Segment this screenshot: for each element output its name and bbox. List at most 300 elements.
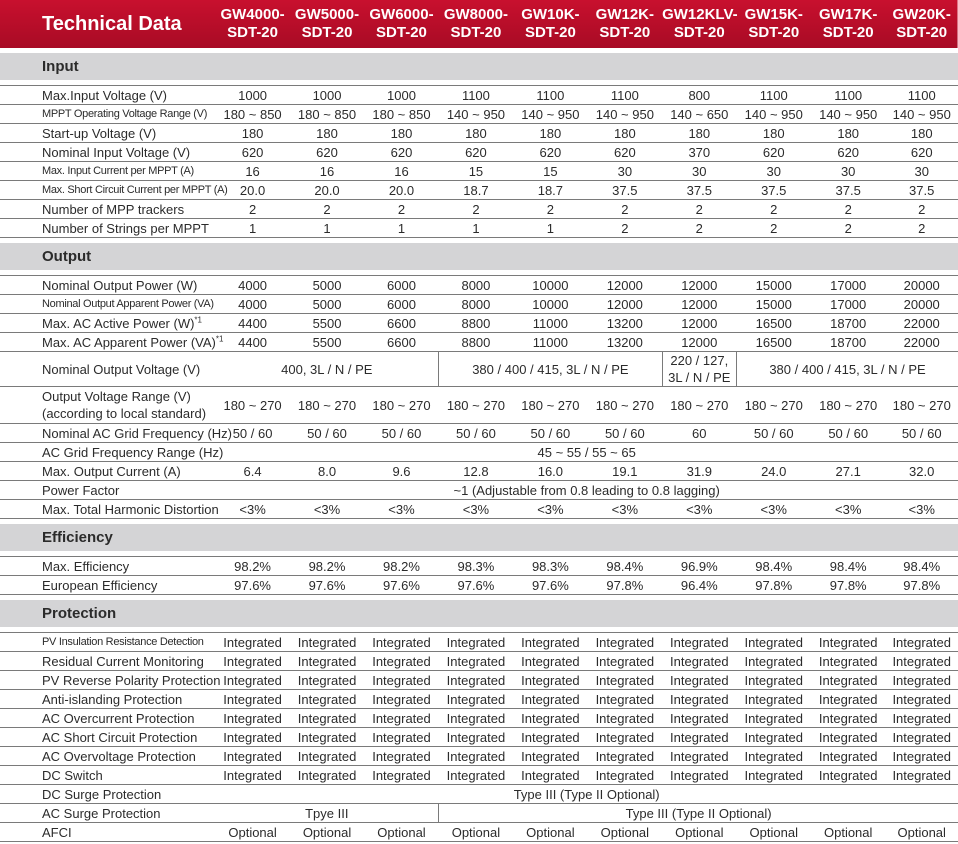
model-suffix: SDT-20: [227, 24, 278, 41]
table-row: [0, 690, 958, 709]
cell-value: Integrated: [588, 747, 662, 766]
cell-value: 97.8%: [588, 576, 662, 595]
cell-value: Integrated: [290, 728, 364, 747]
row-label: [0, 124, 215, 143]
cell-value: Integrated: [811, 728, 885, 747]
row-label-text: Max. Output Current (A): [42, 463, 181, 479]
cell-value: 16500: [737, 314, 811, 333]
cell-value: 380 / 400 / 415, 3L / N / PE: [439, 352, 662, 387]
cell-value: 16: [290, 162, 364, 181]
table-row: [0, 276, 958, 295]
table-row: [0, 162, 958, 181]
output-section-continued: [0, 352, 958, 424]
row-label: [0, 86, 215, 105]
section-title-input: Input: [0, 53, 958, 80]
row-label: [0, 200, 215, 219]
table-row: [0, 200, 958, 219]
cell-value: Integrated: [588, 690, 662, 709]
cell-value: 6000: [364, 295, 438, 314]
cell-value: Integrated: [290, 652, 364, 671]
cell-value: 620: [737, 143, 811, 162]
model-header: [290, 0, 364, 48]
cell-value: 9.6: [364, 462, 438, 481]
cell-value: 20.0: [364, 181, 438, 200]
cell-value: 180: [737, 124, 811, 143]
model-suffix: SDT-20: [376, 24, 427, 41]
model-name: GW4000-: [220, 6, 285, 23]
row-label-text: Max.Input Voltage (V): [42, 87, 168, 103]
cell-value: 8800: [439, 314, 513, 333]
row-label: [0, 671, 221, 690]
cell-value: <3%: [662, 500, 736, 519]
cell-value: Optional: [215, 823, 289, 842]
cell-value: 15000: [737, 276, 811, 295]
model-suffix: SDT-20: [450, 24, 502, 41]
output-section-frequency: [0, 424, 958, 519]
cell-value: 18700: [811, 333, 885, 352]
row-label-text: Max. Total Harmonic Distortion: [42, 501, 219, 517]
cell-value: 22000: [885, 314, 958, 333]
table-row: [0, 576, 958, 595]
cell-value: 13200: [588, 314, 662, 333]
row-label: [0, 766, 215, 785]
cell-value: 18.7: [513, 181, 587, 200]
cell-value: Integrated: [737, 747, 811, 766]
table-row: [0, 314, 958, 333]
cell-value: Integrated: [215, 690, 289, 709]
cell-value: 620: [439, 143, 513, 162]
cell-value: 380 / 400 / 415, 3L / N / PE: [737, 352, 958, 387]
footnote-mark: *1: [194, 315, 202, 325]
model-header: [811, 0, 885, 48]
row-label: [0, 387, 215, 424]
cell-value: <3%: [885, 500, 958, 519]
row-label: Nominal Output Voltage (V): [0, 352, 215, 387]
cell-value: 2: [588, 219, 662, 238]
cell-value: Integrated: [662, 690, 736, 709]
cell-value: Tpye III: [215, 804, 438, 823]
cell-value: Integrated: [588, 671, 662, 690]
cell-value: 50 / 60: [811, 424, 885, 443]
cell-value: 180 ~ 270: [439, 387, 513, 424]
cell-value: Integrated: [885, 633, 958, 652]
cell-value: 4000: [215, 295, 289, 314]
cell-value: 98.4%: [885, 557, 958, 576]
cell-value: 180 ~ 270: [364, 387, 438, 424]
cell-value: 20.0: [215, 181, 289, 200]
cell-value: 2: [364, 200, 438, 219]
cell-value: Integrated: [290, 671, 364, 690]
output-section: [0, 238, 958, 352]
cell-value: Optional: [290, 823, 364, 842]
cell-value: 140 ~ 950: [885, 105, 958, 124]
cell-value: Integrated: [215, 766, 289, 785]
cell-value: Optional: [662, 823, 736, 842]
footnote-mark: *1: [215, 334, 224, 344]
cell-value: Integrated: [885, 747, 958, 766]
row-label-text: DC Switch: [42, 767, 103, 783]
cell-value: 50 / 60: [588, 424, 662, 443]
table-row: [0, 352, 958, 387]
efficiency-section: [0, 519, 958, 595]
cell-value: 32.0: [885, 462, 958, 481]
lv-line-2: 3L / N / PE: [668, 370, 731, 385]
table-row: [0, 728, 958, 747]
cell-value: 180: [885, 124, 958, 143]
row-label: [0, 424, 232, 443]
cell-value: 1: [513, 219, 587, 238]
row-label: [0, 314, 215, 333]
model-suffix: SDT-20: [673, 24, 725, 41]
cell-value: ~1 (Adjustable from 0.8 leading to 0.8 lagging): [215, 481, 958, 500]
cell-value: [662, 352, 736, 387]
row-label: [0, 823, 215, 842]
cell-value: 6600: [364, 333, 438, 352]
cell-value: Integrated: [290, 690, 364, 709]
model-header: [885, 0, 958, 48]
cell-value: 180 ~ 270: [215, 387, 289, 424]
table-row: [0, 143, 958, 162]
cell-value: Integrated: [737, 633, 811, 652]
cell-value: Integrated: [588, 728, 662, 747]
cell-value: 30: [662, 162, 736, 181]
cell-value: 98.2%: [290, 557, 364, 576]
cell-value: Integrated: [513, 633, 587, 652]
cell-value: 17000: [811, 295, 885, 314]
row-label-text: AC Grid Frequency Range (Hz): [42, 444, 224, 460]
row-label-text: AC Surge Protection: [42, 805, 161, 821]
cell-value: 15: [513, 162, 587, 181]
cell-value: 620: [215, 143, 289, 162]
table-row: [0, 424, 958, 443]
cell-value: 140 ~ 950: [439, 105, 513, 124]
cell-value: 2: [885, 200, 958, 219]
cell-value: 98.4%: [811, 557, 885, 576]
row-label: [0, 747, 215, 766]
cell-value: 12000: [662, 333, 736, 352]
cell-value: Integrated: [513, 709, 587, 728]
model-suffix: SDT-20: [599, 24, 651, 41]
cell-value: 97.8%: [885, 576, 958, 595]
cell-value: 17000: [811, 276, 885, 295]
cell-value: 30: [588, 162, 662, 181]
cell-value: Optional: [513, 823, 587, 842]
cell-value: 1: [364, 219, 438, 238]
model-name: GW12K-: [595, 6, 654, 23]
cell-value: 22000: [885, 333, 958, 352]
cell-value: 6.4: [215, 462, 289, 481]
cell-value: Integrated: [439, 633, 513, 652]
table-row: [0, 86, 958, 105]
cell-value: Integrated: [290, 709, 364, 728]
row-label-text: European Efficiency: [42, 577, 158, 593]
cell-value: Integrated: [588, 766, 662, 785]
table-row: [0, 652, 958, 671]
cell-value: Integrated: [811, 671, 885, 690]
cell-value: 12000: [662, 295, 736, 314]
cell-value: 4400: [215, 314, 289, 333]
cell-value: Integrated: [737, 728, 811, 747]
row-label-line-2: (according to local standard): [42, 406, 207, 421]
cell-value: 37.5: [662, 181, 736, 200]
cell-value: 18700: [811, 314, 885, 333]
cell-value: Type III (Type II Optional): [215, 785, 958, 804]
cell-value: 19.1: [588, 462, 662, 481]
table-row: [0, 633, 958, 652]
cell-value: 2: [811, 200, 885, 219]
cell-value: 30: [811, 162, 885, 181]
table-row: [0, 105, 958, 124]
row-label-text: Number of MPP trackers: [42, 201, 185, 217]
row-label-text: AC Overvoltage Protection: [42, 748, 196, 764]
cell-value: Integrated: [885, 728, 958, 747]
row-label: [0, 333, 224, 352]
cell-value: 30: [885, 162, 958, 181]
cell-value: 1100: [885, 86, 958, 105]
cell-value: 180: [215, 124, 289, 143]
cell-value: Integrated: [811, 709, 885, 728]
cell-value: Integrated: [364, 766, 438, 785]
model-header: [737, 0, 811, 48]
cell-value: 1: [215, 219, 289, 238]
row-label: [0, 462, 215, 481]
cell-value: 6000: [364, 276, 438, 295]
cell-value: 4400: [215, 333, 289, 352]
cell-value: 5500: [290, 314, 364, 333]
row-label: [0, 785, 215, 804]
cell-value: Integrated: [885, 690, 958, 709]
cell-value: 50 / 60: [513, 424, 587, 443]
cell-value: Integrated: [811, 766, 885, 785]
cell-value: 97.8%: [737, 576, 811, 595]
cell-value: 180 ~ 850: [290, 105, 364, 124]
cell-value: <3%: [215, 500, 289, 519]
cell-value: 1100: [811, 86, 885, 105]
cell-value: 620: [364, 143, 438, 162]
cell-value: 11000: [513, 333, 587, 352]
table-row: [0, 462, 958, 481]
cell-value: Integrated: [513, 766, 587, 785]
cell-value: Integrated: [885, 709, 958, 728]
cell-value: 180: [811, 124, 885, 143]
model-suffix: SDT-20: [524, 24, 576, 41]
cell-value: 140 ~ 950: [737, 105, 811, 124]
row-label-text: Max. AC Active Power (W): [42, 315, 195, 331]
cell-value: 5000: [290, 295, 364, 314]
table-row: [0, 333, 958, 352]
cell-value: 12000: [662, 314, 736, 333]
cell-value: Integrated: [513, 728, 587, 747]
cell-value: 4000: [215, 276, 289, 295]
cell-value: Optional: [885, 823, 958, 842]
model-name: GW12KLV-: [662, 6, 738, 23]
cell-value: 180 ~ 270: [737, 387, 811, 424]
cell-value: 180 ~ 270: [513, 387, 587, 424]
cell-value: 16: [364, 162, 438, 181]
row-label-line-1: Output Voltage Range (V): [42, 389, 191, 404]
cell-value: 180 ~ 850: [215, 105, 289, 124]
input-section: [0, 48, 958, 238]
cell-value: Integrated: [513, 652, 587, 671]
cell-value: 2: [290, 200, 364, 219]
section-title-output: Output: [0, 243, 958, 270]
cell-value: 50 / 60: [215, 424, 289, 443]
row-label: [0, 481, 215, 500]
cell-value: 12000: [588, 276, 662, 295]
cell-value: 1000: [364, 86, 438, 105]
section-title-protection: Protection: [0, 600, 958, 627]
cell-value: <3%: [588, 500, 662, 519]
cell-value: 2: [662, 219, 736, 238]
row-label: [0, 690, 215, 709]
cell-value: 12000: [662, 276, 736, 295]
cell-value: 620: [811, 143, 885, 162]
cell-value: Integrated: [737, 709, 811, 728]
cell-value: 12.8: [439, 462, 513, 481]
cell-value: 96.9%: [662, 557, 736, 576]
cell-value: Optional: [811, 823, 885, 842]
cell-value: 180 ~ 270: [290, 387, 364, 424]
cell-value: <3%: [513, 500, 587, 519]
cell-value: 97.6%: [364, 576, 438, 595]
cell-value: 50 / 60: [439, 424, 513, 443]
cell-value: 97.6%: [290, 576, 364, 595]
cell-value: 50 / 60: [364, 424, 438, 443]
cell-value: 12000: [588, 295, 662, 314]
row-label: [0, 295, 215, 314]
model-name: GW17K-: [819, 6, 878, 23]
cell-value: 37.5: [885, 181, 958, 200]
cell-value: 8000: [439, 295, 513, 314]
cell-value: 11000: [513, 314, 587, 333]
row-label-text: Max. Efficiency: [42, 558, 130, 574]
cell-value: 180: [439, 124, 513, 143]
model-header: [439, 0, 513, 48]
cell-value: Integrated: [737, 652, 811, 671]
cell-value: 180 ~ 270: [662, 387, 736, 424]
cell-value: 97.8%: [811, 576, 885, 595]
table-row: [0, 785, 958, 804]
cell-value: 45 ~ 55 / 55 ~ 65: [215, 443, 958, 462]
cell-value: 8.0: [290, 462, 364, 481]
cell-value: Integrated: [439, 671, 513, 690]
cell-value: Integrated: [662, 633, 736, 652]
cell-value: Integrated: [737, 690, 811, 709]
cell-value: 98.4%: [737, 557, 811, 576]
cell-value: Integrated: [662, 671, 736, 690]
cell-value: 10000: [513, 276, 587, 295]
cell-value: Integrated: [290, 633, 364, 652]
cell-value: 8800: [439, 333, 513, 352]
cell-value: 18.7: [439, 181, 513, 200]
row-label: [0, 557, 215, 576]
section-title-efficiency: Efficiency: [0, 524, 958, 551]
cell-value: 2: [737, 219, 811, 238]
cell-value: 37.5: [737, 181, 811, 200]
model-header: [662, 0, 736, 48]
row-label-text: AC Short Circuit Protection: [42, 729, 198, 745]
row-label: [0, 276, 215, 295]
row-label-text: Nominal Input Voltage (V): [42, 144, 191, 160]
row-label-text: Max. Input Current per MPPT (A): [42, 164, 194, 177]
cell-value: <3%: [439, 500, 513, 519]
row-label-text: Power Factor: [42, 482, 120, 498]
cell-value: 60: [662, 424, 736, 443]
row-label: [0, 709, 215, 728]
cell-value: 27.1: [811, 462, 885, 481]
table-row: [0, 500, 958, 519]
row-label-text: PV Insulation Resistance Detection: [42, 635, 204, 648]
cell-value: 97.6%: [513, 576, 587, 595]
model-header: [215, 0, 289, 48]
table-row: [0, 124, 958, 143]
row-label: [0, 728, 215, 747]
row-label-text: Number of Strings per MPPT: [42, 220, 209, 236]
table-row: [0, 804, 958, 823]
table-row: [0, 219, 958, 238]
cell-value: 13200: [588, 333, 662, 352]
cell-value: Integrated: [811, 633, 885, 652]
cell-value: Integrated: [215, 709, 289, 728]
lv-line-1: 220 / 127,: [670, 353, 729, 368]
model-suffix: SDT-20: [896, 24, 948, 41]
cell-value: 140 ~ 650: [662, 105, 736, 124]
row-label-text: MPPT Operating Voltage Range (V): [42, 107, 208, 120]
model-name: GW20K-: [892, 6, 951, 23]
model-header: [513, 0, 587, 48]
cell-value: 800: [662, 86, 736, 105]
cell-value: 30: [737, 162, 811, 181]
cell-value: Integrated: [662, 728, 736, 747]
cell-value: 620: [290, 143, 364, 162]
cell-value: 97.6%: [439, 576, 513, 595]
cell-value: 98.3%: [513, 557, 587, 576]
row-label: [0, 219, 215, 238]
cell-value: Integrated: [290, 747, 364, 766]
cell-value: Integrated: [588, 652, 662, 671]
cell-value: Integrated: [439, 652, 513, 671]
cell-value: 96.4%: [662, 576, 736, 595]
cell-value: 8000: [439, 276, 513, 295]
row-label-text: AC Overcurrent Protection: [42, 710, 195, 726]
cell-value: 6600: [364, 314, 438, 333]
table-row: [0, 671, 958, 690]
row-label: [0, 443, 224, 462]
cell-value: 2: [215, 200, 289, 219]
row-label-text: Max. AC Apparent Power (VA): [42, 334, 216, 350]
cell-value: Integrated: [364, 709, 438, 728]
cell-value: 2: [737, 200, 811, 219]
cell-value: 15: [439, 162, 513, 181]
cell-value: Integrated: [662, 747, 736, 766]
row-label-text: Nominal AC Grid Frequency (Hz): [42, 425, 232, 441]
cell-value: Integrated: [364, 671, 438, 690]
cell-value: 400, 3L / N / PE: [215, 352, 438, 387]
cell-value: 2: [439, 200, 513, 219]
cell-value: 98.4%: [588, 557, 662, 576]
cell-value: 24.0: [737, 462, 811, 481]
table-row: [0, 823, 958, 842]
cell-value: 180 ~ 850: [364, 105, 438, 124]
cell-value: Integrated: [215, 652, 289, 671]
cell-value: Integrated: [439, 690, 513, 709]
row-label: [0, 576, 215, 595]
row-label-text: Residual Current Monitoring: [42, 653, 204, 669]
cell-value: 10000: [513, 295, 587, 314]
cell-value: 1100: [513, 86, 587, 105]
cell-value: 180 ~ 270: [885, 387, 958, 424]
cell-value: 2: [811, 219, 885, 238]
